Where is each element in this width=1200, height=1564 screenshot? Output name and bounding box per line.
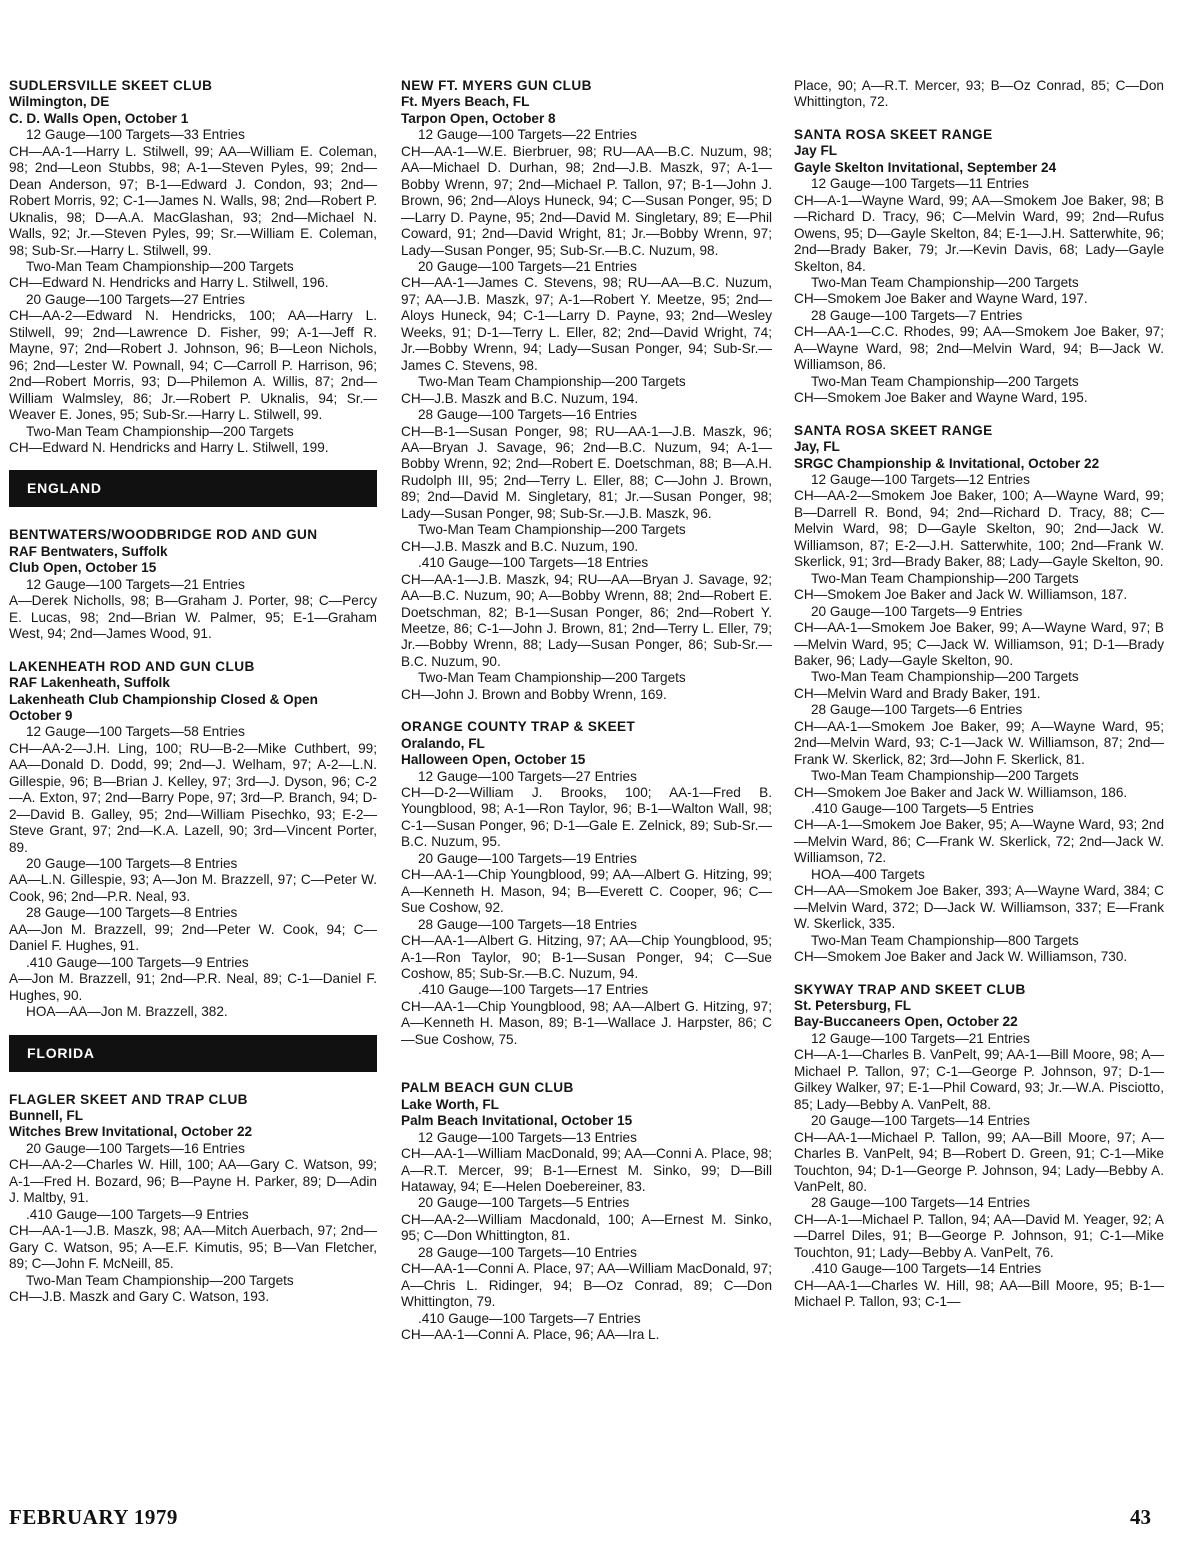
results-text: CH—Smokem Joe Baker and Jack W. Williamson, 730.	[794, 949, 1128, 965]
club-location: Bunnell, FL	[9, 1108, 84, 1124]
spacer	[401, 703, 772, 719]
results-text: CH—AA-2—J.H. Ling, 100; RU—B-2—Mike Cuthbert, 99; AA—Donald D. Dodd, 99; 2nd—J. Welham, 97; A-2—L.N. Gillespie, 96; B—Brian J. Kelley, 97; 3rd—J. Dyson, 96; C-2—A. Exton, 97; 2nd—Barry Pope, 97; 3rd—P. Branch, 94; D-2—David B. Galley, 95; 2nd—William Pisechko, 93; E-2—Steve Grant, 97; 2nd—K.A. Lazell, 90; 3rd—Vincent Porter, 89.	[9, 740, 377, 855]
club-location: St. Petersburg, FL	[794, 998, 912, 1014]
page-number: 43	[1130, 1505, 1151, 1529]
event-line: .410 Gauge—100 Targets—9 Entries	[26, 954, 249, 970]
event-line: 12 Gauge—100 Targets—27 Entries	[418, 768, 637, 784]
results-text: CH—AA-1—C.C. Rhodes, 99; AA—Smokem Joe Baker, 97; A—Wayne Ward, 98; 2nd—Melvin Ward, 94; B—Jack W. Williamson, 86.	[794, 324, 1164, 373]
results-text: CH—AA-2—Edward N. Hendricks, 100; AA—Harry L. Stilwell, 99; 2nd—Lawrence D. Fisher, 99; A-1—Jeff R. Mayne, 97; 2nd—Robert J. Johnson, 96; B—Leon Nichols, 96; 2nd—Lester W. Pownall, 94; C—Carroll P. Harrison, 96; 2nd—Robert Morris, 93; D—Philemon A. Willis, 87; 2nd—William Walmsley, 86; Jr.—Robert P. Uknalis, 94; Sr.—Weaver E. Jones, 95; Sub-Sr.—Harry L. Stilwell, 99.	[9, 308, 377, 423]
results-text: CH—A-1—Michael P. Tallon, 94; AA—David M. Yeager, 92; A—Darrel Diles, 91; B—George P. Johnson, 91; C-1—Mike Touchton, 91; Lady—Bebby A. VanPelt, 76.	[794, 1211, 1164, 1260]
results-text: A—Jon M. Brazzell, 91; 2nd—P.R. Neal, 89; C-1—Daniel F. Hughes, 90.	[9, 971, 377, 1003]
event-line: 20 Gauge—100 Targets—5 Entries	[418, 1195, 630, 1211]
club-name: ORANGE COUNTY TRAP & SKEET	[401, 719, 636, 735]
event-line: 28 Gauge—100 Targets—8 Entries	[26, 905, 238, 921]
event-line: Two-Man Team Championship—200 Targets	[811, 373, 1079, 389]
spacer	[9, 643, 377, 659]
event-line: .410 Gauge—100 Targets—9 Entries	[26, 1206, 249, 1222]
event-line: 28 Gauge—100 Targets—16 Entries	[418, 407, 637, 423]
event-title: October 9	[9, 707, 73, 723]
event-line: 20 Gauge—100 Targets—8 Entries	[26, 856, 238, 872]
club-location: Lake Worth, FL	[401, 1096, 499, 1112]
event-line: 20 Gauge—100 Targets—14 Entries	[811, 1113, 1030, 1129]
results-text: CH—J.B. Maszk and Gary C. Watson, 193.	[9, 1289, 270, 1304]
column-left	[9, 78, 377, 1305]
club-name: SANTA ROSA SKEET RANGE	[794, 422, 993, 438]
event-line: Two-Man Team Championship—200 Targets	[418, 670, 686, 686]
results-text: CH—AA-1—Conni A. Place, 97; AA—William MacDonald, 97; A—Chris L. Ridinger, 94; B—Oz Conrad, 89; C—Don Whittington, 79.	[401, 1261, 772, 1310]
results-text: CH—Smokem Joe Baker and Wayne Ward, 195.	[794, 390, 1088, 406]
results-text: CH—AA-1—Chip Youngblood, 98; AA—Albert G. Hitzing, 97; A—Kenneth H. Mason, 89; B-1—Wallace J. Harpster, 86; C—Sue Coshow, 75.	[401, 998, 772, 1047]
results-text: AA—Jon M. Brazzell, 99; 2nd—Peter W. Cook, 94; C—Daniel F. Hughes, 91.	[9, 921, 377, 954]
event-line: Two-Man Team Championship—200 Targets	[811, 570, 1079, 586]
event-line: Two-Man Team Championship—800 Targets	[811, 932, 1079, 948]
results-text: CH—AA-1—W.E. Bierbruer, 98; RU—AA—B.C. Nuzum, 98; AA—Michael D. Durhan, 98; 2nd—J.B. Maszk, 97; A-1—Bobby Wrenn, 97; 2nd—Michael P. Tallon, 97; B-1—John J. Brown, 96; 2nd—Aloys Huneck, 94; C—Susan Ponger, 95; D—Larry D. Payne, 95; 2nd—David M. Singletary, 89; E—Phil Coward, 91; 2nd—David Wright, 81; Jr.—Bobby Wrenn, 97; Lady—Susan Ponger, 95; Sub-Sr.—B.C. Nuzum, 98.	[401, 143, 772, 258]
results-text: CH—B-1—Susan Ponger, 98; RU—AA-1—J.B. Maszk, 96; AA—Bryan J. Savage, 96; 2nd—B.C. Nuzum, 94; A-1—Bobby Wrenn, 92; 2nd—Robert E. Doetschman, 88; B—A.H. Rudolph III, 95; 2nd—Terry L. Eller, 88; C—John J. Brown, 89; 2nd—David M. Singletary, 81; Jr.—Susan Ponger, 98; Lady—Susan Ponger, 98; Sub-Sr.—J.B. Maszk, 96.	[401, 423, 772, 521]
event-line: 12 Gauge—100 Targets—11 Entries	[811, 176, 1029, 192]
club-name: SANTA ROSA SKEET RANGE	[794, 126, 993, 142]
event-line: 28 Gauge—100 Targets—6 Entries	[811, 702, 1023, 718]
event-title: Club Open, October 15	[9, 560, 157, 576]
results-text: CH—Edward N. Hendricks and Harry L. Stilwell, 199.	[9, 439, 329, 455]
event-line: Two-Man Team Championship—200 Targets	[26, 423, 294, 439]
event-line: 20 Gauge—100 Targets—21 Entries	[418, 258, 637, 274]
section-banner: ENGLAND	[9, 470, 377, 507]
club-location: Jay FL	[794, 143, 838, 159]
results-text: CH—AA—Smokem Joe Baker, 393; A—Wayne Ward, 384; C—Melvin Ward, 372; D—Jack W. Williamson, 337; E—Frank W. Skerlick, 335.	[794, 883, 1164, 932]
event-title: Halloween Open, October 15	[401, 752, 586, 768]
results-text: CH—AA-1—Conni A. Place, 96; AA—Ira L.	[401, 1327, 660, 1343]
section-banner: FLORIDA	[9, 1035, 377, 1072]
results-text: CH—AA-2—Smokem Joe Baker, 100; A—Wayne Ward, 99; B—Darrell R. Bond, 94; 2nd—Richard D. Tracy, 88; C—Melvin Ward, 98; D—Gayle Skelton, 90; 2nd—Jack W. Williamson, 87; E-2—J.H. Satterwhite, 100; 2nd—Frank W. Skerlick, 91; 3rd—Brady Baker, 88; Lady—Gayle Skelton, 90.	[794, 488, 1164, 570]
results-text: CH—AA-1—Harry L. Stilwell, 99; AA—William E. Coleman, 98; 2nd—Leon Stubbs, 98; A-1—Steven Pyles, 99; 2nd—Dean Anderson, 97; B-1—Edward J. Condon, 93; 2nd—Robert Morris, 92; C-1—James N. Walls, 98; 2nd—Robert P. Uknalis, 98; D—A.A. MacGlashan, 93; 2nd—Michael N. Walls, 92; Jr.—Steven Pyles, 99; Sr.—William E. Coleman, 98; Sub-Sr.—Harry L. Stilwell, 99.	[9, 143, 377, 258]
event-line: .410 Gauge—100 Targets—14 Entries	[811, 1261, 1042, 1277]
results-text: CH—AA-1—J.B. Maszk, 94; RU—AA—Bryan J. Savage, 92; AA—B.C. Nuzum, 90; A—Bobby Wrenn, 88; 2nd—Robert E. Doetschman, 82; B-1—Susan Ponger, 86; 2nd—Robert Y. Meetze, 86; C-1—John J. Brown, 81; 2nd—Terry L. Eller, 79; Jr.—Bobby Wrenn, 88; Lady—Susan Ponger, 86; Sub-Sr.—B.C. Nuzum, 90.	[401, 571, 772, 669]
club-name: SKYWAY TRAP AND SKEET CLUB	[794, 981, 1026, 997]
club-location: Oralando, FL	[401, 735, 485, 751]
club-name: LAKENHEATH ROD AND GUN CLUB	[9, 658, 255, 674]
event-line: 12 Gauge—100 Targets—13 Entries	[418, 1129, 637, 1145]
spacer	[401, 1064, 772, 1080]
event-title: Witches Brew Invitational, October 22	[9, 1124, 253, 1140]
spacer	[794, 407, 1164, 423]
event-line: 12 Gauge—100 Targets—21 Entries	[811, 1030, 1030, 1046]
club-name: FLAGLER SKEET AND TRAP CLUB	[9, 1091, 248, 1107]
event-line: 28 Gauge—100 Targets—10 Entries	[418, 1244, 637, 1260]
club-location: Ft. Myers Beach, FL	[401, 94, 530, 110]
results-text: CH—A-1—Smokem Joe Baker, 95; A—Wayne Ward, 93; 2nd—Melvin Ward, 86; C—Frank W. Skerlick, 72; 2nd—Jack W. Williamson, 72.	[794, 817, 1164, 866]
club-name: NEW FT. MYERS GUN CLUB	[401, 78, 592, 93]
results-text: CH—Edward N. Hendricks and Harry L. Stilwell, 196.	[9, 275, 329, 291]
club-name: PALM BEACH GUN CLUB	[401, 1080, 574, 1096]
column-right	[794, 78, 1164, 1311]
club-location: Wilmington, DE	[9, 94, 110, 110]
event-title: Lakenheath Club Championship Closed & Open	[9, 691, 318, 707]
event-line: Two-Man Team Championship—200 Targets	[26, 258, 294, 274]
results-text: Place, 90; A—R.T. Mercer, 93; B—Oz Conrad, 85; C—Don Whittington, 72.	[794, 78, 1164, 110]
results-text: CH—Smokem Joe Baker and Jack W. Williamson, 186.	[794, 784, 1128, 800]
results-text: CH—AA-1—Michael P. Tallon, 99; AA—Bill Moore, 97; A—Charles B. VanPelt, 94; B—Robert D. Green, 91; C-1—Mike Touchton, 94; D-1—George P. Johnson, 94; Lady—Bebby A. VanPelt, 80.	[794, 1129, 1164, 1194]
club-name: SUDLERSVILLE SKEET CLUB	[9, 78, 213, 93]
event-line: 12 Gauge—100 Targets—12 Entries	[811, 471, 1030, 487]
results-text: AA—L.N. Gillespie, 93; A—Jon M. Brazzell, 97; C—Peter W. Cook, 96; 2nd—P.R. Neal, 93.	[9, 872, 377, 904]
event-title: Tarpon Open, October 8	[401, 110, 556, 126]
event-line: .410 Gauge—100 Targets—17 Entries	[418, 982, 649, 998]
event-line: Two-Man Team Championship—200 Targets	[26, 1272, 294, 1288]
results-text: CH—D-2—William J. Brooks, 100; AA-1—Fred B. Youngblood, 98; A-1—Ron Taylor, 96; B-1—Walton Wall, 98; C-1—Susan Ponger, 96; D-1—Gale E. Zelnick, 89; Sub-Sr.—B.C. Nuzum, 95.	[401, 785, 772, 850]
spacer	[794, 111, 1164, 127]
event-line: Two-Man Team Championship—200 Targets	[418, 374, 686, 390]
results-text: CH—J.B. Maszk and B.C. Nuzum, 190.	[401, 538, 639, 554]
event-line: Two-Man Team Championship—200 Targets	[811, 768, 1079, 784]
event-line: 12 Gauge—100 Targets—22 Entries	[418, 127, 637, 143]
results-text: CH—Smokem Joe Baker and Wayne Ward, 197.	[794, 291, 1088, 307]
event-line: 20 Gauge—100 Targets—27 Entries	[26, 291, 245, 307]
event-line: 20 Gauge—100 Targets—16 Entries	[26, 1140, 245, 1156]
event-title: C. D. Walls Open, October 1	[9, 110, 189, 126]
results-text: CH—AA-1—J.B. Maszk, 98; AA—Mitch Auerbach, 97; 2nd—Gary C. Watson, 95; A—E.F. Kimutis, 95; B—Van Fletcher, 89; C—John F. McNeill, 85.	[9, 1223, 377, 1272]
event-line: 20 Gauge—100 Targets—9 Entries	[811, 603, 1023, 619]
results-text: CH—Melvin Ward and Brady Baker, 191.	[794, 685, 1041, 701]
results-text: CH—AA-2—William Macdonald, 100; A—Ernest M. Sinko, 95; C—Don Whittington, 81.	[401, 1211, 772, 1244]
event-line: 20 Gauge—100 Targets—19 Entries	[418, 850, 637, 866]
event-line: Two-Man Team Championship—200 Targets	[418, 522, 686, 538]
event-line: .410 Gauge—100 Targets—7 Entries	[418, 1310, 641, 1326]
event-title: Palm Beach Invitational, October 15	[401, 1113, 633, 1129]
results-text: CH—A-1—Charles B. VanPelt, 99; AA-1—Bill Moore, 98; A—Michael P. Tallon, 97; C-1—George P. Johnson, 97; D-1—Gilkey Walker, 97; E-1—Phil Coward, 93; Jr.—W.A. Pisciotto, 85; Lady—Bebby A. VanPelt, 88.	[794, 1047, 1164, 1112]
event-line: HOA—400 Targets	[811, 866, 925, 882]
spacer	[794, 966, 1164, 982]
column-middle	[401, 78, 772, 1344]
results-text: CH—AA-1—James C. Stevens, 98; RU—AA—B.C. Nuzum, 97; AA—J.B. Maszk, 97; A-1—Robert Y. Meetze, 95; 2nd—Aloys Huneck, 94; C-1—Larry D. Payne, 93; 2nd—Wesley Weeks, 91; D-1—Terry L. Eller, 82; 2nd—David Wright, 74; Jr.—Bobby Wrenn, 94; Lady—Susan Ponger, 94; Sub-Sr.—James C. Stevens, 98.	[401, 275, 772, 373]
spacer	[401, 1048, 772, 1064]
event-line: Two-Man Team Championship—200 Targets	[811, 669, 1079, 685]
results-text: CH—Smokem Joe Baker and Jack W. Williamson, 187.	[794, 587, 1128, 603]
results-text: CH—AA-1—Chip Youngblood, 99; AA—Albert G. Hitzing, 99; A—Kenneth H. Mason, 94; B—Everett C. Cooper, 96; C—Sue Coshow, 92.	[401, 867, 772, 916]
results-text: CH—AA-2—Charles W. Hill, 100; AA—Gary C. Watson, 99; A-1—Fred H. Bozard, 96; B—Payne H. Parker, 89; D—Adin J. Maltby, 91.	[9, 1157, 377, 1206]
event-title: Gayle Skelton Invitational, September 24	[794, 159, 1057, 175]
event-line: Two-Man Team Championship—200 Targets	[811, 274, 1079, 290]
event-line: 28 Gauge—100 Targets—18 Entries	[418, 916, 637, 932]
results-text: CH—AA-1—Smokem Joe Baker, 99; A—Wayne Ward, 97; B—Melvin Ward, 95; C—Jack W. Williamson, 91; D-1—Brady Baker, 96; Lady—Gayle Skelton, 90.	[794, 620, 1164, 668]
event-title: Bay-Buccaneers Open, October 22	[794, 1014, 1018, 1030]
event-line: 12 Gauge—100 Targets—58 Entries	[26, 724, 245, 740]
club-location: RAF Bentwaters, Suffolk	[9, 543, 168, 559]
results-text: CH—John J. Brown and Bobby Wrenn, 169.	[401, 686, 667, 702]
event-line: 12 Gauge—100 Targets—21 Entries	[26, 576, 245, 592]
results-text: CH—AA-1—Charles W. Hill, 98; AA—Bill Moore, 95; B-1—Michael P. Tallon, 93; C-1—	[794, 1277, 1164, 1310]
results-text: CH—J.B. Maszk and B.C. Nuzum, 194.	[401, 390, 639, 406]
event-line: .410 Gauge—100 Targets—5 Entries	[811, 801, 1034, 817]
club-location: Jay, FL	[794, 439, 840, 455]
event-line: 12 Gauge—100 Targets—33 Entries	[26, 127, 245, 143]
results-text: CH—AA-1—Albert G. Hitzing, 97; AA—Chip Youngblood, 95; A-1—Ron Taylor, 90; B-1—Susan Ponger, 94; C—Sue Coshow, 85; Sub-Sr.—B.C. Nuzum, 94.	[401, 933, 772, 982]
club-name: BENTWATERS/WOODBRIDGE ROD AND GUN	[9, 527, 318, 543]
event-line: .410 Gauge—100 Targets—18 Entries	[418, 555, 649, 571]
results-text: CH—AA-1—Smokem Joe Baker, 99; A—Wayne Ward, 95; 2nd—Melvin Ward, 93; C-1—Jack W. Williamson, 87; 2nd—Frank W. Skerlick, 82; 3rd—John F. Skerlick, 81.	[794, 718, 1164, 767]
event-line: 28 Gauge—100 Targets—7 Entries	[811, 307, 1023, 323]
results-text: A—Derek Nicholls, 98; B—Graham J. Porter, 98; C—Percy E. Lucas, 98; 2nd—Brian W. Palmer, 95; E-1—Graham West, 94; 2nd—James Wood, 91.	[9, 593, 377, 642]
event-line: 28 Gauge—100 Targets—14 Entries	[811, 1195, 1030, 1211]
results-text: CH—A-1—Wayne Ward, 99; AA—Smokem Joe Baker, 98; B—Richard D. Tracy, 96; C—Melvin Ward, 99; 2nd—Rufus Owens, 95; D—Gayle Skelton, 84; E-1—J.H. Satterwhite, 96; 2nd—Brady Baker, 79; Jr.—Kevin Davis, 68; Lady—Gayle Skelton, 84.	[794, 192, 1164, 274]
club-location: RAF Lakenheath, Suffolk	[9, 675, 170, 691]
results-text: CH—AA-1—William MacDonald, 99; AA—Conni A. Place, 98; A—R.T. Mercer, 99; B-1—Ernest M. Sinko, 99; D—Bill Hataway, 94; E—Helen Doebereiner, 83.	[401, 1146, 772, 1194]
event-title: SRGC Championship & Invitational, October 22	[794, 455, 1100, 471]
event-line: HOA—AA—Jon M. Brazzell, 382.	[26, 1004, 228, 1020]
issue-date: FEBRUARY 1979	[9, 1505, 178, 1529]
